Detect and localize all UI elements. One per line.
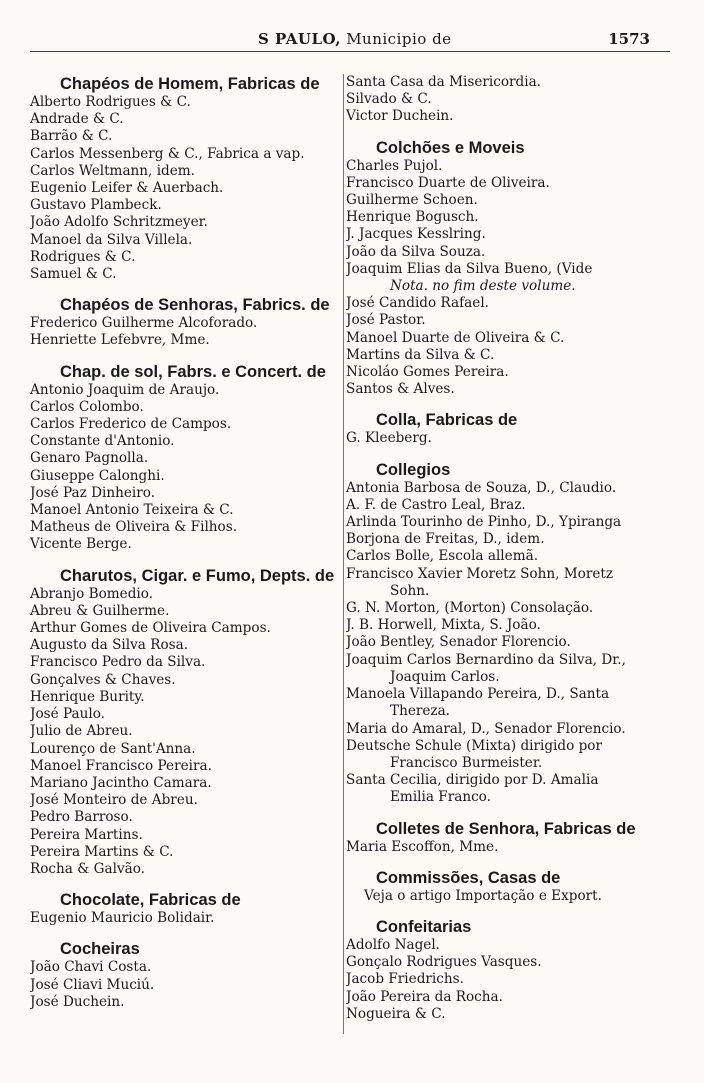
entry-text: Deutsche Schule (Mixta) dirigido por [346, 737, 602, 754]
list-item: João Adolfo Schritzmeyer. [30, 214, 208, 231]
list-item: Maria do Amaral, D., Senador Florencio. [346, 720, 626, 737]
list-item: João Pereira da Rocha. [346, 988, 503, 1005]
section-title: Chapéos de Senhoras, Fabrics. de [60, 296, 330, 315]
list-item: J. B. Horwell, Mixta, S. João. [346, 617, 541, 634]
list-item: Andrade & C. [30, 111, 124, 128]
entry-continuation: Joaquim Carlos. [390, 668, 500, 685]
list-item: José Candido Rafael. [346, 295, 489, 312]
list-item: Henrique Bogusch. [346, 209, 479, 226]
right-column [346, 74, 672, 1023]
list-item: Santa Casa da Misericordia. [346, 74, 541, 90]
section-title: Chap. de sol, Fabrs. e Concert. de [60, 362, 326, 381]
list-item: Borjona de Freitas, D., idem. [346, 531, 545, 548]
list-item [346, 261, 672, 295]
list-item: José Monteiro de Abreu. [30, 792, 198, 809]
list-item: Carlos Frederico de Campos. [30, 416, 232, 433]
list-item: Genaro Pagnolla. [30, 450, 149, 467]
list-item: João Chavi Costa. [30, 959, 152, 976]
list-item: Pereira Martins & C. [30, 843, 174, 860]
list-item: J. Jacques Kesslring. [346, 226, 486, 243]
list-item: Pedro Barroso. [30, 809, 133, 826]
list-item [346, 652, 672, 686]
list-item: Frederico Guilherme Alcoforado. [30, 315, 258, 332]
list-item: Francisco Pedro da Silva. [30, 654, 206, 671]
list-item: Abranjo Bomedio. [30, 585, 154, 602]
list-item: José Duchein. [30, 993, 125, 1010]
list-item: G. Kleeberg. [346, 430, 432, 447]
list-item: Nicoláo Gomes Pereira. [346, 364, 509, 381]
list-item: Gonçalves & Chaves. [30, 671, 176, 688]
list-item: Julio de Abreu. [30, 723, 133, 740]
list-item: Giuseppe Calonghi. [30, 467, 165, 484]
entry-text: Francisco Xavier Moretz Sohn, Moretz [346, 565, 614, 582]
list-item: João Bentley, Senador Florencio. [346, 634, 571, 651]
section-title: Chapéos de Homem, Fabricas de [60, 75, 320, 93]
list-item: José Cliavi Muciú. [30, 976, 155, 993]
list-item: Gonçalo Rodrigues Vasques. [346, 954, 542, 971]
list-item: João da Silva Souza. [346, 243, 486, 260]
list-item: Carlos Weltmann, idem. [30, 162, 196, 179]
list-item: Carlos Bolle, Escola allemã. [346, 548, 539, 565]
list-item: Manoel da Silva Villela. [30, 231, 193, 248]
list-item [346, 738, 672, 772]
list-item: Carlos Messenberg & C., Fabrica a vap. [30, 145, 305, 162]
list-item: Veja o artigo Importação e Export. [364, 887, 602, 904]
list-item: Adolfo Nagel. [346, 936, 441, 953]
list-item: Rodrigues & C. [30, 248, 136, 265]
list-item: Mariano Jacintho Camara. [30, 774, 212, 791]
list-item: Pereira Martins. [30, 826, 143, 843]
section-title: Charutos, Cigar. e Fumo, Depts. de [60, 566, 335, 585]
list-item: José Paulo. [30, 706, 105, 723]
list-item: Charles Pujol. [346, 157, 443, 174]
list-item: Santos & Alves. [346, 381, 455, 398]
list-item: Lourenço de Sant'Anna. [30, 740, 196, 757]
list-item: Arthur Gomes de Oliveira Campos. [30, 620, 271, 637]
list-item: Abreu & Guilherme. [30, 602, 170, 619]
section-title: Colchões e Moveis [376, 138, 525, 157]
entry-text: Santa Cecilia, dirigido por D. Amalia [346, 772, 599, 789]
section-title: Confeitarias [376, 917, 472, 936]
list-item: Rocha & Galvão. [30, 860, 145, 877]
entry-text: Joaquim Elias da Silva Bueno, (Vide [346, 260, 593, 277]
list-item: A. F. de Castro Leal, Braz. [346, 496, 526, 513]
list-item: Nogueira & C. [346, 1005, 446, 1022]
list-item: Constante d'Antonio. [30, 433, 175, 450]
list-item: Eugenio Mauricio Bolidair. [30, 910, 215, 927]
column-divider [343, 74, 344, 1034]
list-item: Guilherme Schoen. [346, 192, 478, 209]
list-item: Maria Escoffon, Mme. [346, 838, 499, 855]
city-name: S PAULO, [258, 30, 341, 48]
list-item: Victor Duchein. [346, 108, 454, 125]
section-title: Cocheiras [60, 940, 140, 959]
section-title: Commissões, Casas de [376, 868, 561, 887]
list-item: Antonia Barbosa de Souza, D., Claudio. [346, 479, 617, 496]
entry-text: Joaquim Carlos Bernardino da Silva, Dr., [346, 651, 626, 668]
list-item: G. N. Morton, (Morton) Consolação. [346, 600, 594, 617]
section-title: Colla, Fabricas de [376, 411, 518, 430]
list-item [346, 772, 672, 806]
entry-text: Manoela Villapando Pereira, D., Santa [346, 686, 610, 703]
page-header [0, 30, 704, 50]
list-item: Manoel Antonio Teixeira & C. [30, 502, 234, 519]
list-item: Carlos Colombo. [30, 398, 144, 415]
left-column [30, 74, 342, 1011]
list-item: Alberto Rodrigues & C. [30, 94, 191, 110]
list-item: Francisco Duarte de Oliveira. [346, 174, 550, 191]
entry-continuation: Francisco Burmeister. [390, 754, 543, 771]
list-item: José Paz Dinheiro. [30, 484, 156, 501]
list-item: José Pastor. [346, 312, 426, 329]
list-item: Martins da Silva & C. [346, 346, 495, 363]
list-item: Henrique Burity. [30, 688, 145, 705]
list-item: Eugenio Leifer & Auerbach. [30, 180, 224, 197]
list-item [346, 566, 672, 600]
list-item [346, 686, 672, 720]
list-item: Manoel Duarte de Oliveira & C. [346, 329, 565, 346]
list-item: Silvado & C. [346, 91, 432, 108]
list-item: Arlinda Tourinho de Pinho, D., Ypiranga [346, 514, 622, 531]
entry-note: Nota. no fim deste volume. [390, 278, 576, 295]
running-title [258, 30, 452, 48]
list-item: Barrão & C. [30, 128, 113, 145]
list-item: Antonio Joaquim de Araujo. [30, 381, 220, 398]
entry-continuation: Thereza. [390, 703, 450, 720]
list-item: Manoel Francisco Pereira. [30, 757, 212, 774]
header-rule [30, 51, 670, 52]
entry-continuation: Sohn. [390, 582, 430, 599]
section-title: Chocolate, Fabricas de [60, 891, 241, 910]
list-item: Samuel & C. [30, 266, 117, 283]
list-item: Henriette Lefebvre, Mme. [30, 332, 210, 349]
entry-continuation: Emilia Franco. [390, 789, 491, 806]
list-item: Jacob Friedrichs. [346, 971, 464, 988]
list-item: Vicente Berge. [30, 536, 132, 553]
page-number: 1573 [608, 30, 650, 48]
section-title: Colletes de Senhora, Fabricas de [376, 819, 636, 838]
list-item: Gustavo Plambeck. [30, 197, 162, 214]
list-item: Augusto da Silva Rosa. [30, 637, 189, 654]
section-title: Collegios [376, 460, 451, 479]
list-item: Matheus de Oliveira & Filhos. [30, 519, 238, 536]
subtitle: Municipio de [346, 30, 452, 48]
